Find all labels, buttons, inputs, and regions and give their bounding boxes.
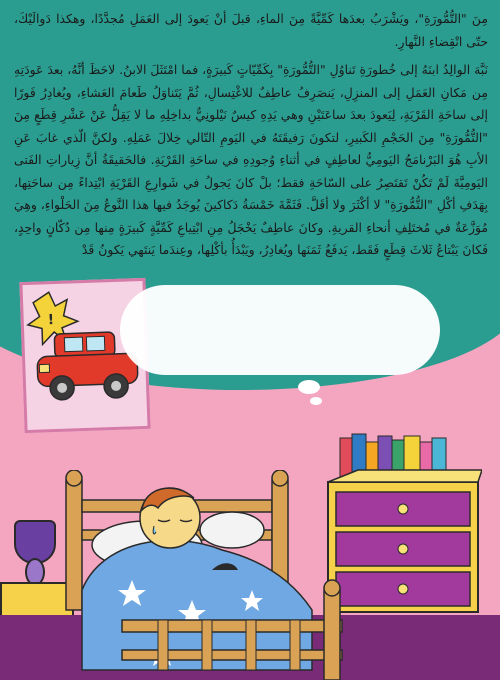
thought-bubble [120, 285, 440, 390]
story-text [14, 8, 488, 268]
paragraph-1: مِنَ "التُّمُّورَةِ"، ويَشْرَبُ بعدَها كَمِّيَّةً مِنَ الماءِ، قبلَ أنْ يَعودَ إلى العَمَلِ مُجدَّدًا، وهكذا دَوالَيْكَ، حتّى انْقِضاءِ النَّهارِ. [14, 11, 488, 49]
paragraph-2: نَبَّهَ الوالِدُ ابنَهُ إلى خُطورَةِ تَناوُلِ "التُّمُّورَةِ" بِكَمِّيّاتٍ كَبيرَةٍ، فما امْتَثَلَ الابنُ. لاحَظَ أنَّهُ، بعدَ عَودَتِهِ مِن مَكانِ العَمَلِ إلى المنزِلِ، يَنصَرِفُ عاطِفٌ للاغْتِسالِ، ثُمَّ يَتَناوَلُ طَعامَ العَشاءِ، ويُغادِرُ فَورًا إلى ساحَةِ القَرْيَةِ، لِيَعودَ بعدَ ساعَتَيْنِ وهي يَدِهِ كيسٌ نَيْلونِيٌّ بداخِلِهِ ما لا يَقِلُّ عَنْ عَشْرِ قِطَعٍ مِنَ "التُّمُّورَةِ" مِنَ الحَجْمِ الكَبيرِ، لتكونَ رَفيقَتَهُ في اليَومِ التّالي خِلالَ عَمَلِهِ. ولكنَّ الّذي غابَ عَنِ الأبِ هُوَ البَرْنامَجُ اليَومِيُّ لعاطِفٍ في أثناءِ وُجودِهِ في ساحَةِ القَرْيَةِ. فالحَقيقَةُ أنَّ زِياراتِ الفَتى اليَومِيَّةَ لَمْ تَكُنْ تَقتَصِرُ على السّاحَةِ فقط؛ بلْ كانَ يَجولُ في شَوارِعِ القَرْيَةِ ابْتِداءً مِن ساحَتِها، بِهَدَفِ أكْلِ "التُّمُّورَةِ" لا أكْثَرَ ولا أقَلَّ. فَثَمَّةَ خَمْسَةُ دَكاكينَ يُوجَدُ فيها هذا النَّوعُ مِنَ الحَلْواءِ، وهِيَ مُوَزَّعَةٌ في مُختَلِفِ أنحاءِ القريةِ. وكانَ عاطِفٌ يَخْجَلُ مِنِ ابْتِياعِ كَمِّيَّةٍ كَبيرَةٍ مِنها مِن دُكّانٍ واحِدٍ، فَكانَ يَبْتاعُ ثَلاثَ قِطَعٍ فَقَط، يَدفَعُ ثَمَنَها ويُغادِرُ، ويَبْدَأُ بأكْلِها، وعِندَما يَنتَهي يَكونُ قَدْ [14, 62, 488, 257]
bed-with-boy [62, 470, 347, 680]
svg-text:!: ! [47, 312, 55, 329]
